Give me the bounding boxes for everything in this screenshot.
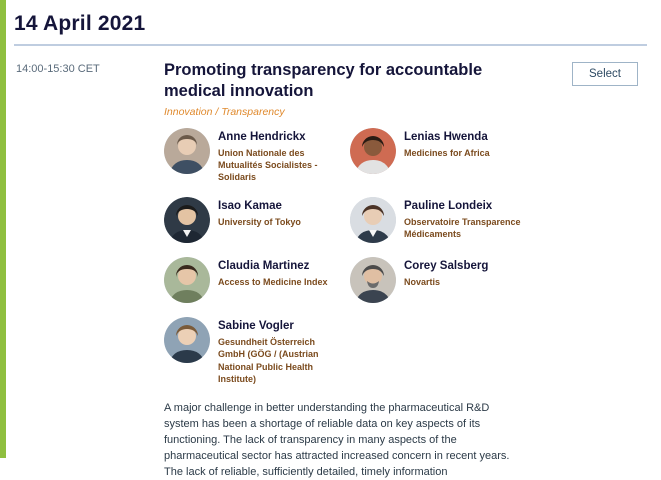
speaker-text [218,257,328,288]
abstract-text: A major challenge in better understanding the pharmaceutical R&D system has been a shortage of reliable data on key aspects of its functioning. The lack of transparency in many aspects of the pharmaceutical sector has attracted increased concern in recent years. The lack of reliable, sufficiently detailed, timely information [164,401,510,478]
session-main [164,60,572,399]
speaker-org: Medicines for Africa [404,148,490,159]
avatar [164,128,210,174]
session-actions [572,60,661,399]
speaker-text [404,257,488,288]
avatar [350,128,396,174]
speaker-name: Anne Hendrickx [218,131,306,144]
speaker-text [404,197,522,240]
speaker-text [218,128,336,183]
speaker-org: Access to Medicine Index [218,277,328,288]
speaker-name: Lenias Hwenda [404,131,488,144]
speaker-name: Corey Salsberg [404,260,489,273]
speaker-item [164,197,350,243]
avatar [350,197,396,243]
session-title: Promoting transparency for accountable medical innovation [164,61,483,101]
speaker-item [164,317,350,384]
speaker-text [404,128,490,159]
speaker-text [218,317,336,384]
speaker-name: Pauline Londeix [404,200,493,213]
speaker-name: Isao Kamae [218,200,282,213]
speaker-name: Sabine Vogler [218,320,294,333]
speaker-item [350,197,536,243]
speaker-org: University of Tokyo [218,217,301,228]
speaker-item [164,257,350,303]
speaker-item [164,128,350,183]
page-title: 14 April 2021 [14,12,146,35]
speaker-name: Claudia Martinez [218,260,310,273]
speaker-text [218,197,301,228]
speaker-org: Novartis [404,277,441,288]
select-button[interactable]: Select [572,62,638,86]
session-time: 14:00-15:30 CET [16,63,100,75]
avatar [164,257,210,303]
session-abstract [164,401,512,480]
avatar [164,317,210,363]
speaker-org: Observatoire Transparence Médicaments [404,217,521,240]
speaker-item [350,257,536,303]
avatar [350,257,396,303]
speaker-org: Gesundheit Österreich GmbH (GÖG / (Austrian National Public Health Institute) [218,337,319,384]
session-block [14,46,647,399]
speaker-item [350,128,536,183]
avatar [164,197,210,243]
speaker-org: Union Nationale des Mutualités Socialistes - Solidaris [218,148,318,183]
session-tags: Innovation / Transparency [164,106,285,119]
speaker-list [164,128,564,399]
